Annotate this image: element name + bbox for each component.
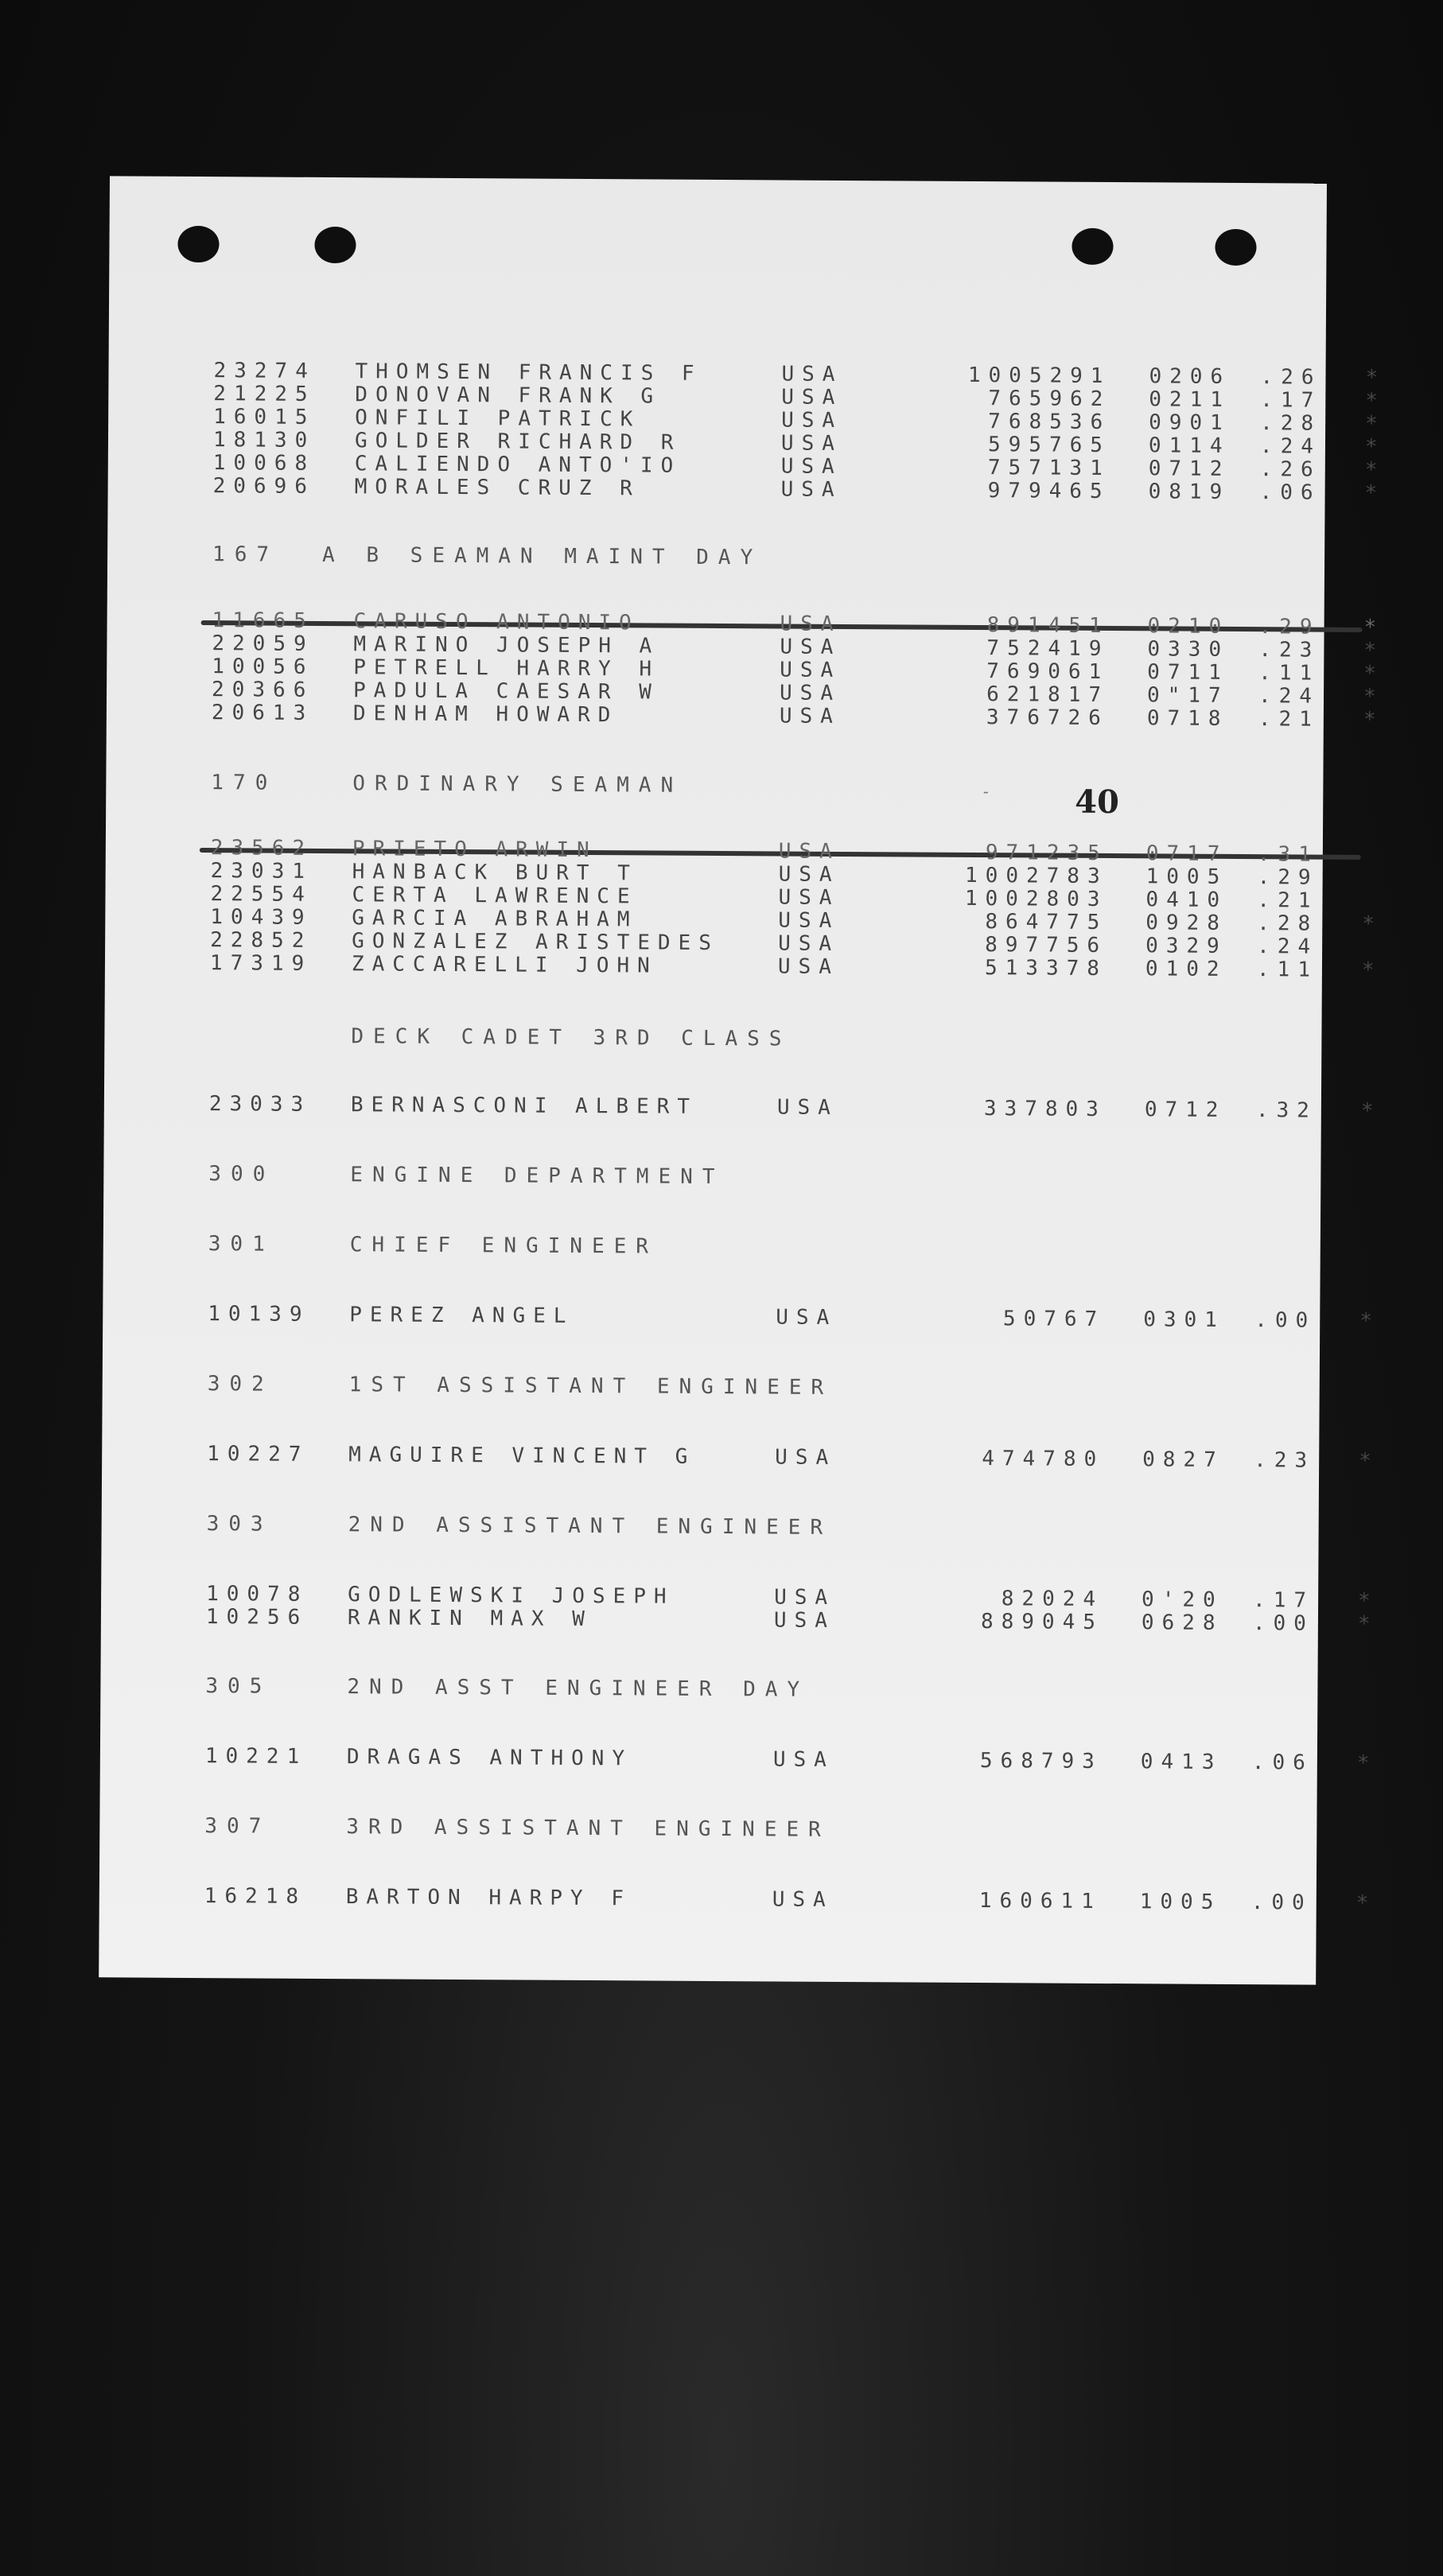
crew-nationality: USA — [780, 635, 842, 659]
crew-code: 0717 — [1145, 841, 1228, 866]
crew-mark: * — [1364, 480, 1386, 506]
section-code: 167 — [212, 542, 279, 567]
crew-rate: .29 — [1258, 615, 1320, 639]
crew-mark: * — [1365, 411, 1386, 437]
crew-code: 0928 — [1145, 911, 1228, 935]
punch-hole — [177, 226, 219, 262]
crew-nationality: USA — [780, 658, 842, 682]
section-title: CHIEF ENGINEER — [349, 1233, 659, 1259]
crew-nationality: USA — [774, 1585, 836, 1610]
crew-id: 22059 — [212, 631, 314, 656]
crew-nationality: USA — [781, 408, 843, 433]
crew-nationality: USA — [773, 1608, 835, 1633]
page-stamp-number: 40 — [1075, 783, 1120, 822]
crew-id: 16015 — [213, 405, 316, 429]
section-title: 2ND ASST ENGINEER DAY — [347, 1675, 810, 1702]
section-code: 305 — [205, 1674, 272, 1699]
crew-id: 10221 — [204, 1744, 308, 1769]
crew-code: 0206 — [1149, 364, 1231, 389]
crew-code: 0210 — [1147, 614, 1230, 639]
crew-number: 513378 — [984, 956, 1108, 981]
crew-id: 23562 — [210, 836, 313, 861]
crew-row — [102, 1439, 1379, 1474]
crew-code: 1005 — [1139, 1890, 1222, 1914]
crew-name: GOLDER RICHARD R — [354, 429, 682, 455]
crew-rate: .00 — [1254, 1308, 1317, 1333]
crew-id: 10068 — [212, 451, 316, 476]
crew-name: DONOVAN FRANK G — [355, 383, 662, 409]
crew-nationality: USA — [772, 1887, 834, 1912]
crew-rate: .32 — [1255, 1098, 1317, 1123]
crew-mark: * — [1363, 661, 1384, 686]
crew-id: 10256 — [205, 1605, 309, 1630]
crew-rate: .21 — [1258, 707, 1320, 732]
crew-name: MAGUIRE VINCENT G — [348, 1443, 696, 1469]
crew-nationality: USA — [775, 1445, 837, 1470]
crew-name: ONFILI PATRICK — [355, 406, 641, 432]
crew-mark: * — [1359, 1448, 1379, 1474]
crew-name: GONZALEZ ARISTEDES — [352, 929, 719, 956]
crew-code: 1005 — [1145, 864, 1228, 889]
crew-id: 10227 — [207, 1442, 309, 1467]
crew-mark: * — [1360, 1098, 1382, 1124]
crew-list-page — [99, 176, 1387, 1984]
crew-code: 0114 — [1148, 433, 1231, 458]
crew-code: 0901 — [1149, 410, 1231, 435]
section-title: DECK CADET 3RD CLASS — [351, 1024, 792, 1051]
crew-code: 0211 — [1149, 387, 1231, 412]
crew-name: DRAGAS ANTHONY — [346, 1745, 633, 1771]
crew-id: 23033 — [208, 1092, 312, 1117]
stamp-marks: - — [981, 782, 994, 802]
crew-mark: * — [1363, 684, 1384, 709]
crew-mark: * — [1365, 388, 1387, 414]
crew-id: 23274 — [213, 359, 316, 383]
crew-rate: .26 — [1260, 365, 1322, 390]
crew-rate: .21 — [1257, 888, 1319, 913]
crew-mark: * — [1363, 615, 1385, 640]
crew-code: 0712 — [1148, 457, 1231, 481]
crew-number: 864775 — [985, 910, 1108, 935]
crew-code: 0711 — [1147, 660, 1229, 685]
crew-name: PETRELL HARRY H — [353, 655, 660, 682]
crew-id: 11665 — [212, 608, 314, 633]
crew-rate: .31 — [1257, 842, 1319, 867]
crew-number: 82024 — [1001, 1587, 1104, 1611]
crew-number: 474780 — [982, 1447, 1105, 1471]
crew-name: BARTON HARPY F — [345, 1885, 632, 1911]
crew-number: 1005291 — [967, 363, 1111, 389]
section-code: 303 — [206, 1512, 273, 1537]
crew-nationality: USA — [781, 385, 843, 410]
crew-mark: * — [1365, 365, 1387, 390]
crew-mark: * — [1357, 1611, 1379, 1637]
crew-nationality: USA — [778, 839, 840, 864]
crew-number: 891451 — [986, 613, 1110, 639]
crew-name: HANBACK BURT T — [352, 860, 638, 886]
crew-mark: * — [1358, 1588, 1379, 1614]
crew-mark: * — [1355, 1890, 1377, 1916]
crew-id: 10056 — [212, 655, 314, 679]
crew-number: 595765 — [987, 433, 1111, 458]
section-code: 300 — [208, 1162, 275, 1187]
section-code: 307 — [204, 1814, 271, 1839]
crew-number: 971235 — [985, 841, 1108, 866]
crew-rate: .26 — [1259, 457, 1321, 482]
crew-number: 50767 — [1002, 1307, 1106, 1331]
crew-row — [99, 1881, 1377, 1917]
crew-nationality: USA — [778, 908, 840, 933]
crew-nationality: USA — [780, 454, 842, 479]
section-title: ORDINARY SEAMAN — [352, 771, 683, 798]
crew-number: 1002803 — [964, 886, 1108, 912]
crew-code: 0413 — [1140, 1750, 1223, 1774]
crew-name: BERNASCONI ALBERT — [350, 1093, 698, 1119]
crew-number: 376726 — [986, 705, 1109, 731]
crew-rate: .29 — [1257, 865, 1319, 890]
section-code: 301 — [208, 1232, 274, 1257]
crew-nationality: USA — [780, 431, 843, 456]
crew-id: 20613 — [211, 701, 314, 725]
crew-id: 21225 — [213, 382, 316, 406]
crew-mark: * — [1363, 638, 1385, 663]
punch-hole — [1072, 228, 1113, 265]
crew-nationality: USA — [778, 885, 840, 910]
crew-id: 20366 — [211, 678, 314, 702]
crew-code: 0628 — [1141, 1610, 1223, 1635]
crew-name: CARUSO ANTONIO — [353, 609, 640, 635]
crew-code: 0718 — [1146, 706, 1229, 731]
crew-id: 20696 — [212, 474, 316, 499]
crew-number: 568793 — [979, 1749, 1103, 1774]
crew-nationality: USA — [772, 1747, 834, 1772]
crew-rate: .23 — [1254, 1448, 1316, 1473]
section-title: ENGINE DEPARTMENT — [350, 1163, 725, 1190]
crew-code: 0819 — [1148, 480, 1231, 504]
punch-hole — [314, 227, 356, 263]
crew-number: 897756 — [985, 933, 1108, 958]
crew-mark: * — [1356, 1750, 1378, 1776]
section-title: 3RD ASSISTANT ENGINEER — [346, 1815, 830, 1842]
crew-number: 337803 — [983, 1097, 1107, 1122]
crew-id: 10139 — [208, 1302, 310, 1327]
crew-code: 0330 — [1147, 637, 1230, 662]
crew-name: DENHAM HOWARD — [352, 701, 619, 728]
crew-id: 10078 — [206, 1582, 309, 1607]
crew-code: 0712 — [1144, 1098, 1227, 1122]
crew-code: 0'20 — [1142, 1587, 1223, 1612]
crew-nationality: USA — [780, 477, 842, 502]
crew-rate: .24 — [1259, 434, 1322, 459]
crew-name: PADULA CAESAR W — [352, 678, 659, 705]
crew-number: 889045 — [980, 1610, 1104, 1634]
crew-name: CERTA LAWRENCE — [352, 883, 638, 909]
section-code: 170 — [211, 771, 278, 795]
crew-number: 765962 — [988, 387, 1111, 412]
crew-rate: .00 — [1250, 1890, 1313, 1915]
crew-code: 0"17 — [1146, 683, 1229, 708]
crew-code: 0827 — [1142, 1447, 1224, 1472]
crew-name: PRIETO ARWIN — [352, 837, 597, 863]
crew-code: 0301 — [1143, 1307, 1225, 1332]
crew-id: 17319 — [209, 951, 313, 976]
crew-id: 16218 — [204, 1884, 307, 1909]
crew-id: 18130 — [212, 428, 316, 453]
crew-row — [100, 1741, 1378, 1777]
crew-nationality: USA — [778, 931, 840, 956]
crew-rate: .28 — [1257, 911, 1319, 936]
crew-id: 22852 — [210, 928, 313, 953]
crew-mark: * — [1364, 434, 1386, 460]
crew-name: GARCIA ABRAHAM — [352, 906, 638, 932]
crew-row — [104, 1089, 1382, 1125]
crew-number: 979465 — [987, 479, 1110, 504]
crew-id: 10439 — [210, 905, 313, 930]
crew-name: THOMSEN FRANCIS F — [355, 359, 702, 386]
crew-rate: .24 — [1257, 934, 1319, 959]
crew-name: PEREZ ANGEL — [349, 1303, 574, 1328]
crew-rate: .28 — [1260, 411, 1322, 436]
crew-number: 1002783 — [964, 863, 1108, 889]
crew-nationality: USA — [776, 1095, 838, 1120]
crew-nationality: USA — [779, 704, 841, 729]
crew-nationality: USA — [779, 681, 842, 705]
crew-rate: .00 — [1252, 1611, 1314, 1636]
crew-number: 769061 — [986, 659, 1110, 685]
crew-code: 0410 — [1145, 888, 1228, 912]
crew-rate: .11 — [1258, 661, 1320, 686]
crew-id: 23031 — [210, 859, 313, 884]
section-title: 1ST ASSISTANT ENGINEER — [348, 1373, 834, 1400]
crew-mark: * — [1363, 707, 1384, 732]
crew-mark: * — [1359, 1308, 1380, 1334]
crew-name: RANKIN MAX W — [347, 1606, 593, 1632]
crew-name: ZACCARELLI JOHN — [351, 952, 658, 978]
crew-rate: .17 — [1260, 388, 1322, 413]
crew-number: 160611 — [978, 1889, 1102, 1914]
crew-rate: .23 — [1258, 638, 1320, 662]
section-title: A B SEAMAN MAINT DAY — [322, 542, 763, 570]
crew-mark: * — [1361, 958, 1383, 983]
crew-nationality: USA — [778, 862, 840, 887]
crew-number: 757131 — [987, 456, 1110, 481]
crew-rate: .11 — [1256, 958, 1319, 982]
section-title: 2ND ASSISTANT ENGINEER — [348, 1513, 833, 1540]
crew-number: 621817 — [986, 682, 1110, 708]
crew-mark: * — [1364, 457, 1386, 483]
crew-nationality: USA — [781, 362, 843, 387]
crew-rate: .06 — [1251, 1750, 1313, 1775]
crew-rate: .17 — [1253, 1588, 1315, 1613]
crew-nationality: USA — [776, 1305, 838, 1330]
section-code: 302 — [207, 1372, 274, 1397]
crew-code: 0102 — [1145, 957, 1227, 981]
crew-name: MORALES CRUZ R — [354, 475, 640, 501]
crew-rate: .24 — [1258, 684, 1320, 709]
crew-nationality: USA — [780, 612, 842, 636]
crew-code: 0329 — [1145, 934, 1227, 958]
crew-row — [103, 1299, 1380, 1335]
crew-number: 752419 — [986, 636, 1110, 662]
crew-name: CALIENDO ANTO'IO — [354, 452, 682, 478]
crew-nationality: USA — [777, 954, 840, 979]
punch-hole — [1215, 229, 1256, 266]
crew-number: 768536 — [988, 410, 1111, 435]
crew-name: GODLEWSKI JOSEPH — [348, 1583, 675, 1609]
crew-name: MARINO JOSEPH A — [353, 632, 660, 659]
crew-mark: * — [1362, 911, 1383, 937]
crew-rate: .06 — [1259, 480, 1321, 505]
crew-id: 22554 — [210, 882, 313, 907]
